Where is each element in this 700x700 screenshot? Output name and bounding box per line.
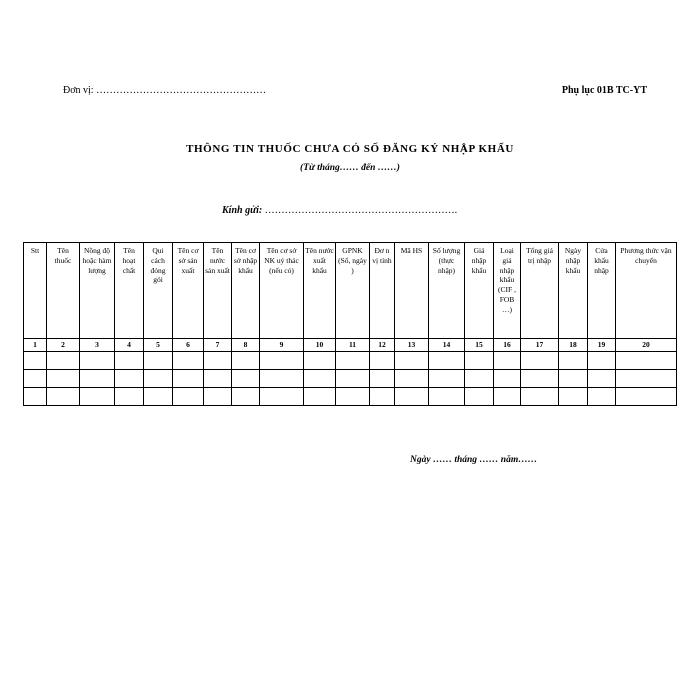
column-number: 13 (395, 339, 429, 352)
column-number: 19 (588, 339, 616, 352)
empty-cell (80, 370, 115, 388)
column-header: GPNK (Số, ngày ) (336, 243, 370, 339)
empty-cell (80, 388, 115, 406)
empty-cell (370, 388, 395, 406)
empty-cell (395, 352, 429, 370)
empty-cell (24, 370, 47, 388)
column-header: Tổng giá trị nhập (521, 243, 559, 339)
empty-cell (173, 370, 204, 388)
empty-cell (232, 388, 260, 406)
empty-cell (521, 352, 559, 370)
column-header: Phương thức vận chuyển (616, 243, 677, 339)
table-row (24, 352, 677, 370)
column-header: Tên cơ sở nhập khẩu (232, 243, 260, 339)
empty-cell (616, 370, 677, 388)
empty-cell (47, 388, 80, 406)
column-header: Nồng độ hoặc hàm lượng (80, 243, 115, 339)
empty-cell (370, 352, 395, 370)
empty-cell (494, 352, 521, 370)
column-header: Tên cơ sở sản xuất (173, 243, 204, 339)
column-header: Mã HS (395, 243, 429, 339)
empty-cell (260, 370, 304, 388)
unit-field: Đơn vị: …………………………………………… (63, 85, 267, 96)
empty-cell (429, 388, 465, 406)
column-number: 12 (370, 339, 395, 352)
empty-cell (232, 352, 260, 370)
document-title: THÔNG TIN THUỐC CHƯA CÓ SỐ ĐĂNG KÝ NHẬP KHẨU (186, 143, 514, 155)
empty-cell (144, 388, 173, 406)
empty-cell (173, 388, 204, 406)
column-number: 7 (204, 339, 232, 352)
empty-cell (204, 352, 232, 370)
empty-cell (616, 388, 677, 406)
column-header: Stt (24, 243, 47, 339)
empty-cell (115, 388, 144, 406)
column-number: 9 (260, 339, 304, 352)
column-header: Tên nước xuất khẩu (304, 243, 336, 339)
empty-cell (429, 352, 465, 370)
empty-cell (24, 388, 47, 406)
empty-cell (115, 352, 144, 370)
empty-cell (115, 370, 144, 388)
empty-cell (304, 370, 336, 388)
empty-cell (395, 370, 429, 388)
empty-cell (465, 388, 494, 406)
column-header: Số lượng (thực nhập) (429, 243, 465, 339)
column-number: 18 (559, 339, 588, 352)
column-number: 8 (232, 339, 260, 352)
empty-cell (260, 352, 304, 370)
column-number: 14 (429, 339, 465, 352)
column-number: 16 (494, 339, 521, 352)
column-header: Cửa khẩu nhập (588, 243, 616, 339)
empty-cell (559, 370, 588, 388)
column-number: 11 (336, 339, 370, 352)
empty-cell (521, 388, 559, 406)
table-row (24, 370, 677, 388)
column-number: 1 (24, 339, 47, 352)
column-number: 17 (521, 339, 559, 352)
column-number: 2 (47, 339, 80, 352)
empty-cell (588, 370, 616, 388)
column-header: Ngày nhập khẩu (559, 243, 588, 339)
recipient-label: Kính gửi: (222, 205, 263, 216)
empty-cell (304, 388, 336, 406)
column-number: 20 (616, 339, 677, 352)
column-number-row (24, 339, 677, 352)
empty-cell (336, 388, 370, 406)
column-number: 10 (304, 339, 336, 352)
recipient-dots: …………………………………………………. (262, 205, 458, 216)
drug-info-table (23, 242, 677, 406)
empty-cell (260, 388, 304, 406)
column-number: 5 (144, 339, 173, 352)
column-header: Đơ n vị tính (370, 243, 395, 339)
column-header: Tên cơ sở NK uỷ thác (nếu có) (260, 243, 304, 339)
column-header: Tên nước sản xuất (204, 243, 232, 339)
empty-cell (204, 388, 232, 406)
empty-cell (24, 352, 47, 370)
empty-cell (429, 370, 465, 388)
column-number: 4 (115, 339, 144, 352)
empty-cell (588, 352, 616, 370)
empty-cell (370, 370, 395, 388)
empty-cell (173, 352, 204, 370)
document-period: (Từ tháng…… đến ……) (300, 163, 400, 173)
column-number: 3 (80, 339, 115, 352)
empty-cell (521, 370, 559, 388)
empty-cell (494, 388, 521, 406)
empty-cell (465, 370, 494, 388)
column-number: 6 (173, 339, 204, 352)
table-header-row (24, 243, 677, 339)
empty-cell (559, 388, 588, 406)
empty-cell (336, 370, 370, 388)
column-header: Loại giá nhập khẩu (CIF , FOB …) (494, 243, 521, 339)
appendix-label: Phụ lục 01B TC-YT (561, 85, 647, 96)
signature-date-line: Ngày …… tháng …… năm…… (410, 455, 538, 465)
empty-cell (80, 352, 115, 370)
empty-cell (395, 388, 429, 406)
empty-cell (47, 370, 80, 388)
empty-cell (204, 370, 232, 388)
empty-cell (144, 370, 173, 388)
empty-cell (144, 352, 173, 370)
empty-cell (559, 352, 588, 370)
column-number: 15 (465, 339, 494, 352)
empty-cell (232, 370, 260, 388)
column-header: Tên hoạt chất (115, 243, 144, 339)
empty-cell (494, 370, 521, 388)
table-row (24, 388, 677, 406)
column-header: Tên thuốc (47, 243, 80, 339)
empty-cell (616, 352, 677, 370)
column-header: Qui cách đóng gói (144, 243, 173, 339)
empty-cell (588, 388, 616, 406)
empty-cell (304, 352, 336, 370)
recipient-line (222, 205, 457, 216)
empty-cell (47, 352, 80, 370)
column-header: Giá nhập khẩu (465, 243, 494, 339)
empty-cell (465, 352, 494, 370)
empty-cell (336, 352, 370, 370)
